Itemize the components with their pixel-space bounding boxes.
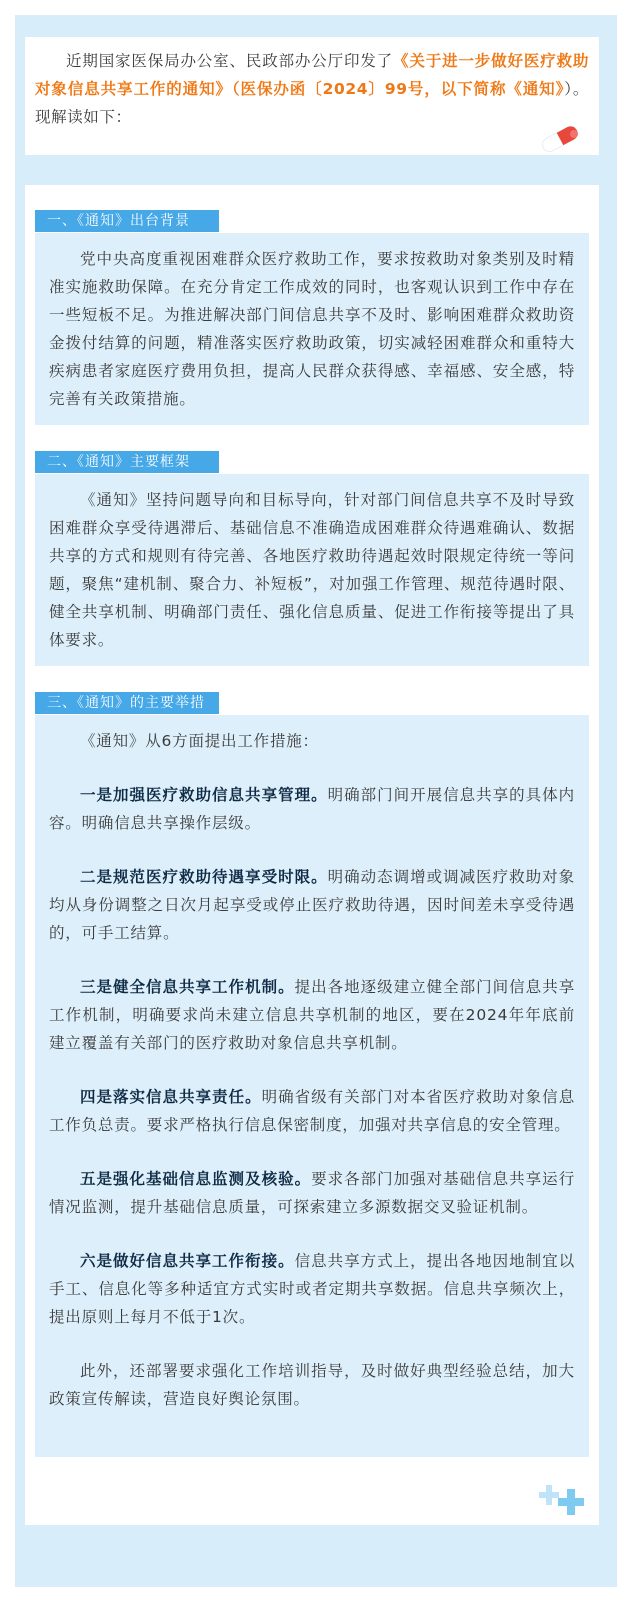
measure-item [49, 781, 575, 837]
intro-suffix: ）。现解读如下： [35, 80, 589, 126]
section-label-measures: 三、《通知》的主要举措 [35, 692, 219, 714]
article-frame [15, 15, 617, 1587]
measure-heading: 一是加强医疗救助信息共享管理。 [80, 786, 328, 804]
background-paragraph: 党中央高度重视困难群众医疗救助工作，要求按救助对象类别及时精准实施救助保障。在充分肯定工作成效的同时，也客观认识到工作中存在一些短板不足。为推进解决部门间信息共享不及时、影响困难群众救助资金拨付结算的问题，精准落实医疗救助政策，切实减轻困难群众和重特大疾病患者家庭医疗费用负担，提高人民群众获得感、幸福感、安全感，特完善有关政策措施。 [49, 250, 575, 408]
measure-item [49, 1165, 575, 1221]
main-card [25, 185, 599, 1525]
measure-heading: 四是落实信息共享责任。 [80, 1088, 262, 1106]
intro-prefix: 近期国家医保局办公室、民政部办公厅印发了 [66, 52, 394, 70]
measure-heading: 五是强化基础信息监测及核验。 [80, 1170, 312, 1188]
measure-text: 明确部门间开展信息共享的具体内容。明确信息共享操作层级。 [49, 786, 575, 832]
section-label-framework: 二、《通知》主要框架 [35, 451, 219, 473]
intro-paragraph [35, 47, 589, 131]
measure-heading: 三是健全信息共享工作机制。 [80, 978, 295, 996]
intro-card [25, 37, 599, 155]
section-framework [35, 474, 589, 666]
section-measures [35, 715, 589, 1457]
section-label-background: 一、《通知》出台背景 [35, 210, 219, 232]
closing-paragraph: 此外，还部署要求强化工作培训指导，及时做好典型经验总结，加大政策宣传解读，营造良好舆论氛围。 [49, 1362, 575, 1408]
measure-text: 提出各地逐级建立健全部门间信息共享工作机制，明确要求尚未建立信息共享机制的地区，要在2024年年底前建立覆盖有关部门的医疗救助对象信息共享机制。 [49, 978, 575, 1052]
framework-paragraph: 《通知》坚持问题导向和目标导向，针对部门间信息共享不及时导致困难群众享受待遇滞后、基础信息不准确造成困难群众待遇难确认、数据共享的方式和规则有待完善、各地医疗救助待遇起效时限规定待统一等问题，聚焦“建机制、聚合力、补短板”，对加强工作管理、规范待遇时限、健全共享机制、明确部门责任、强化信息质量、促进工作衔接等提出了具体要求。 [49, 491, 575, 649]
measure-item [49, 1083, 575, 1139]
section-background [35, 233, 589, 425]
measures-lead: 《通知》从6方面提出工作措施： [80, 732, 319, 750]
measure-text: 明确省级有关部门对本省医疗救助对象信息工作负总责。要求严格执行信息保密制度，加强对共享信息的安全管理。 [49, 1088, 575, 1134]
notice-title: 《关于进一步做好医疗救助对象信息共享工作的通知》（医保办函〔2024〕99号，以下简称《通知》 [35, 52, 589, 98]
measure-item [49, 863, 575, 947]
measure-text: 信息共享方式上，提出各地因地制宜以手工、信息化等多种适宜方式实时或者定期共享数据。信息共享频次上，提出原则上每月不低于1次。 [49, 1252, 575, 1326]
measure-text: 明确动态调增或调减医疗救助对象均从身份调整之日次月起享受或停止医疗救助待遇，因时间差未享受待遇的，可手工结算。 [49, 868, 575, 942]
measure-heading: 二是规范医疗救助待遇享受时限。 [80, 868, 328, 886]
medical-plus-icon [537, 1481, 589, 1517]
measure-text: 要求各部门加强对基础信息共享运行情况监测，提升基础信息质量，可探索建立多源数据交叉验证机制。 [49, 1170, 575, 1216]
pill-capsule-icon [537, 123, 583, 155]
measure-heading: 六是做好信息共享工作衔接。 [80, 1252, 295, 1270]
measure-item [49, 973, 575, 1057]
measure-item [49, 1247, 575, 1331]
